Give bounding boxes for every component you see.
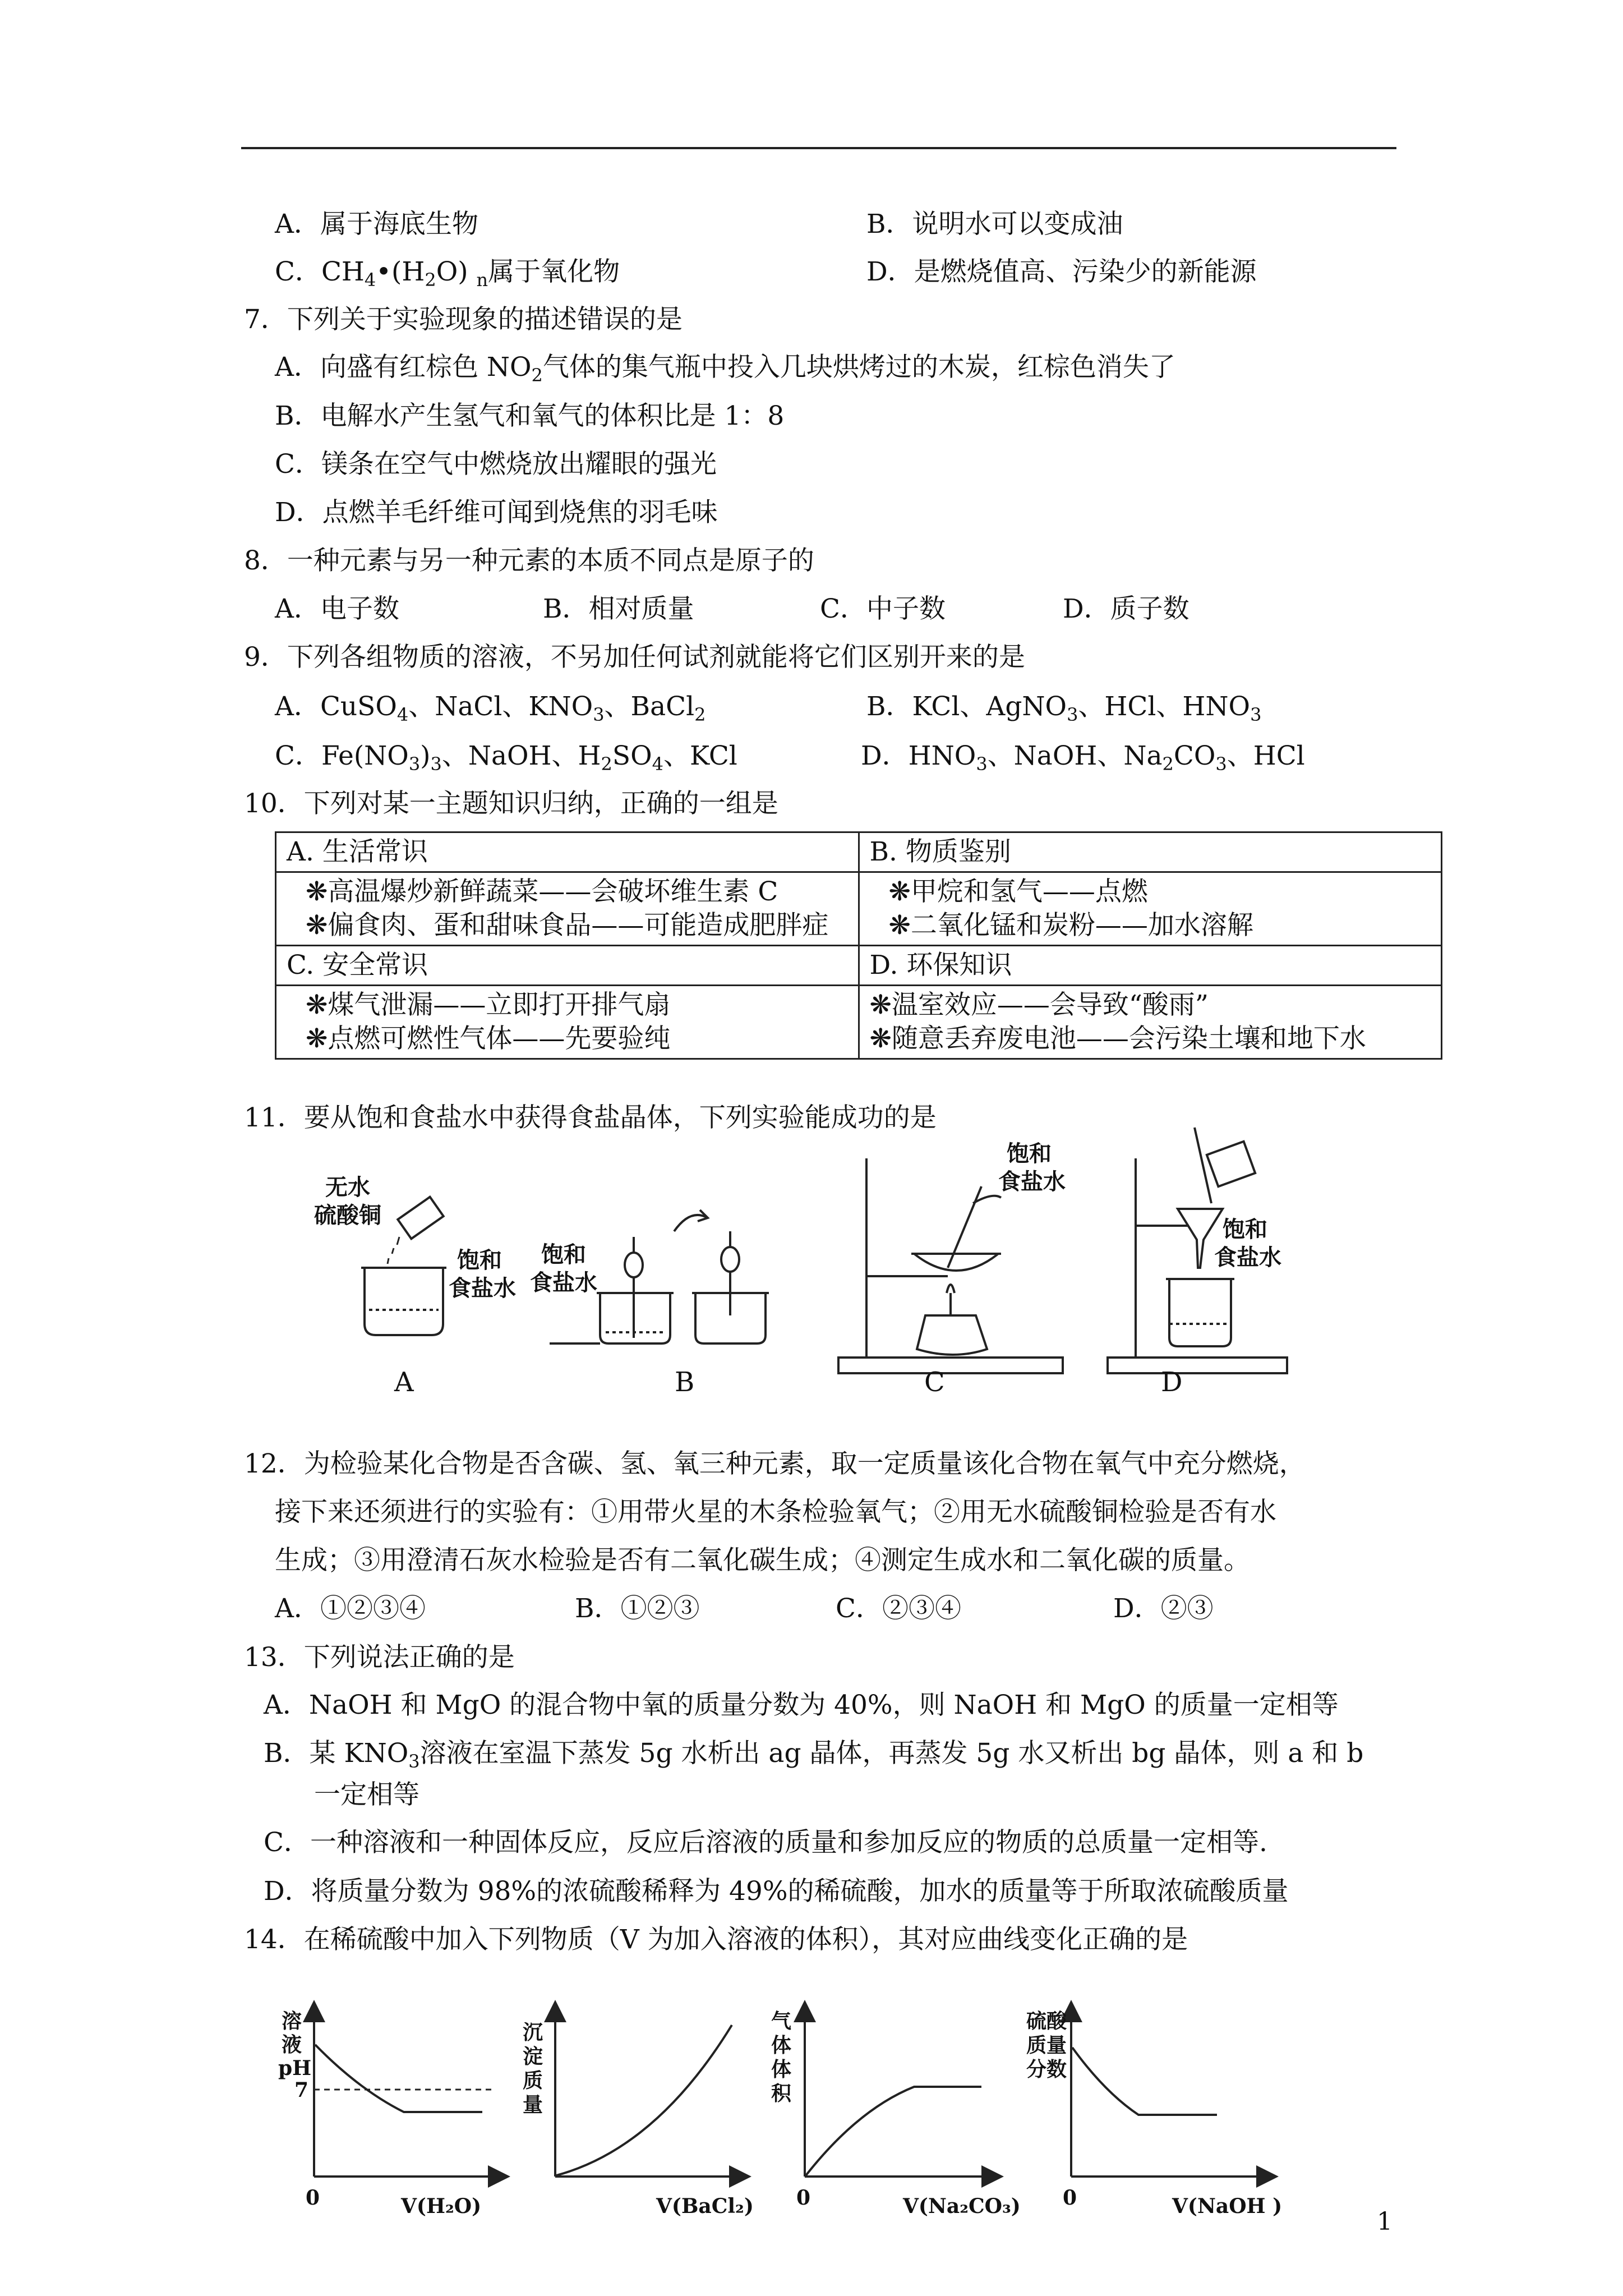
label-c-solution-2: 食盐水 [998,1168,1066,1195]
q8-option-a: A．电子数 [275,593,399,624]
table-header-b: B. 物质鉴别 [859,832,1442,872]
g2-ylabel-1: 沉 [523,2021,543,2044]
q14-graphs-figure [264,1997,1469,2238]
q8-option-d: D．质子数 [1063,593,1189,624]
knowledge-table [275,831,1442,1060]
q12-option-c: C．②③④ [836,1593,961,1624]
q11-apparatus-figure [303,1125,1281,1398]
q7-option-c: C．镁条在空气中燃烧放出耀眼的强光 [275,449,717,480]
g2-ylabel-4: 量 [523,2093,543,2116]
q9-option-c: C．$Fe(NO_3)_3$、NaOH、$H_2SO_4$、KCl [275,740,737,775]
q7-option-b: B．电解水产生氢气和氧气的体积比是 1：8 [275,401,785,431]
q6-option-d: D．是燃烧值高、污染少的新能源 [866,256,1257,287]
table-cell-c: ❋煤气泄漏——立即打开排气扇 ❋点燃可燃性气体——先要验纯 [276,986,859,1059]
graph-precipitate [555,2011,740,2177]
q7-option-d: D．点燃羊毛纤维可闻到烧焦的羽毛味 [275,497,718,528]
g1-xlabel: V(H₂O) [401,2194,482,2218]
label-d-solution-2: 食盐水 [1214,1244,1281,1271]
table-cell-a: ❋高温爆炒新鲜蔬菜——会破坏维生素 C ❋偏食肉、蛋和甜味食品——可能造成肥胖症 [276,872,859,946]
g3-xlabel: V(Na₂CO₃) [903,2194,1021,2218]
label-a-solution-2: 食盐水 [449,1275,516,1301]
apparatus-letter-a: A [394,1366,414,1398]
q6-option-b: B．说明水可以变成油 [866,209,1123,240]
g1-origin: 0 [306,2186,320,2210]
g1-ylabel-1: 溶 [282,2009,302,2033]
q6-option-a: A．属于海底生物 [275,209,478,240]
label-b-solution-2: 食盐水 [530,1269,597,1296]
g4-origin: 0 [1063,2186,1077,2210]
g4-ylabel-3: 分数 [1026,2058,1067,2081]
q13-option-b: B．某 $KNO_3$溶液在室温下蒸发 5g 水析出 ag 晶体，再蒸发 5g 水又析出 bg 晶体，则 a 和 b [264,1738,1364,1772]
table-header-c: C. 安全常识 [276,946,859,986]
g3-ylabel-2: 体 [771,2033,792,2057]
g1-ylabel-3: pH [278,2056,312,2080]
table-cell-b: ❋甲烷和氢气——点燃 ❋二氧化锰和炭粉——加水溶解 [859,872,1442,946]
q10-stem: 10．下列对某一主题知识归纳，正确的一组是 [244,788,778,819]
apparatus-letter-c: C [924,1366,945,1398]
g1-ylabel-2: 液 [282,2033,302,2056]
q8-option-c: C．中子数 [820,593,946,624]
g2-ylabel-3: 质 [523,2069,543,2092]
q9-option-a: A．CuSO$_4$、NaCl、$KNO_3$、BaCl$_2$ [275,691,706,725]
q12-option-b: B．①②③ [575,1593,700,1624]
q13-option-b-cont: 一定相等 [314,1779,419,1810]
header-rule [241,147,1396,149]
q13-stem: 13．下列说法正确的是 [244,1642,515,1673]
g3-ylabel-4: 积 [771,2082,792,2105]
label-d-solution-1: 饱和 [1223,1216,1267,1243]
apparatus-letter-b: B [675,1366,695,1398]
q13-option-c: C．一种溶液和一种固体反应，反应后溶液的质量和参加反应的物质的总质量一定相等. [264,1827,1267,1858]
q13-option-d: D．将质量分数为 98%的浓硫酸稀释为 49%的稀硫酸，加水的质量等于所取浓硫酸质量 [264,1876,1289,1907]
page-number: 1 [1377,2207,1393,2236]
label-a-reagent-2: 硫酸铜 [314,1202,381,1228]
graph-gas [805,2011,993,2177]
g3-ylabel-1: 气 [771,2009,792,2033]
q6-option-c: C．$CH_4•(H_2O)$ $_n$属于氧化物 [275,256,620,291]
q8-stem: 8．一种元素与另一种元素的本质不同点是原子的 [244,545,814,576]
g2-xlabel: V(BaCl₂) [656,2194,754,2218]
label-c-solution-1: 饱和 [1007,1140,1052,1167]
q13-option-a: A．NaOH 和 MgO 的混合物中氧的质量分数为 40%，则 NaOH 和 MgO 的质量一定相等 [264,1690,1339,1720]
table-header-a: A. 生活常识 [276,832,859,872]
g4-ylabel-1: 硫酸 [1026,2009,1067,2033]
q12-stem-line-1: 12．为检验某化合物是否含碳、氢、氧三种元素，取一定质量该化合物在氧气中充分燃烧， [244,1448,1306,1479]
g3-origin: 0 [796,2186,811,2210]
table-header-d: D. 环保知识 [859,946,1442,986]
label-a-reagent-1: 无水 [325,1174,370,1200]
q14-stem: 14．在稀硫酸中加入下列物质（V 为加入溶液的体积），其对应曲线变化正确的是 [244,1924,1188,1955]
graph-acid-fraction [1071,2011,1267,2177]
q12-option-a: A．①②③④ [275,1593,426,1624]
graph-ph [314,2011,499,2177]
q7-option-a: A．向盛有红棕色 $NO_2$气体的集气瓶中投入几块烘烤过的木炭，红棕色消失了 [275,352,1175,386]
q9-option-b: B．KCl、AgNO$_3$、HCl、$HNO_3$ [866,691,1262,725]
g3-ylabel-3: 体 [771,2058,792,2081]
label-b-solution-1: 饱和 [541,1241,586,1268]
g2-ylabel-2: 淀 [523,2045,543,2068]
q9-option-d: D．$HNO_3$、NaOH、$Na_2CO_3$、HCl [861,740,1305,775]
q9-stem: 9．下列各组物质的溶液，不另加任何试剂就能将它们区别开来的是 [244,642,1025,673]
table-cell-d: ❋温室效应——会导致“酸雨” ❋随意丢弃废电池——会污染土壤和地下水 [859,986,1442,1059]
q7-stem: 7．下列关于实验现象的描述错误的是 [244,304,683,335]
g1-y-mark: 7 [294,2078,309,2102]
q8-option-b: B．相对质量 [543,593,694,624]
q12-option-d: D．②③ [1113,1593,1214,1624]
q12-stem-line-3: 生成；③用澄清石灰水检验是否有二氧化碳生成；④测定生成水和二氧化碳的质量。 [275,1545,1250,1576]
g4-ylabel-2: 质量 [1026,2033,1067,2057]
q12-stem-line-2: 接下来还须进行的实验有：①用带火星的木条检验氧气；②用无水硫酸铜检验是否有水 [275,1497,1276,1527]
g4-xlabel: V(NaOH ) [1172,2194,1283,2218]
q11-stem: 11．要从饱和食盐水中获得食盐晶体，下列实验能成功的是 [244,1102,937,1133]
apparatus-letter-d: D [1161,1366,1183,1398]
label-a-solution-1: 饱和 [457,1247,502,1273]
